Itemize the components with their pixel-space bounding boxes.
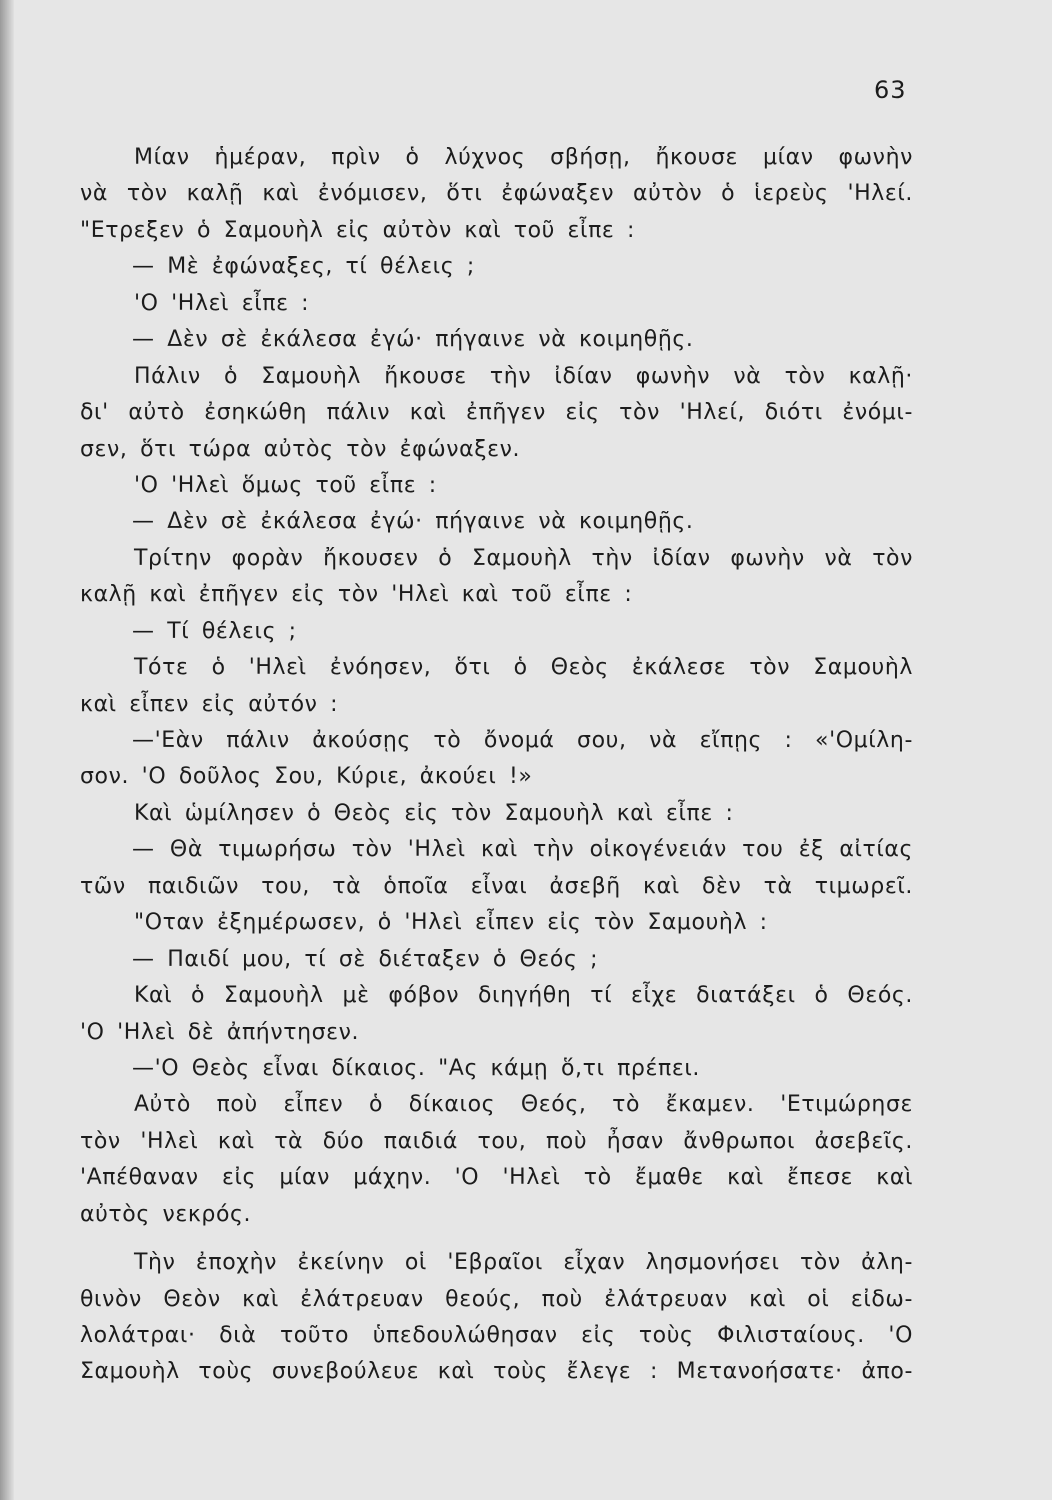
text-line: —'Ο Θεὸς εἶναι δίκαιος. "Ας κάμῃ ὅ,τι πρέπει. [132, 1055, 700, 1081]
text-line: "Ετρεξεν ὁ Σαμουὴλ εἰς αὐτὸν καὶ τοῦ εἶπε : [80, 217, 636, 243]
body-text [80, 140, 913, 1391]
text-line: 'Ο 'Ηλεὶ ὅμως τοῦ εἶπε : [134, 472, 437, 498]
text-line: 'Απέθαναν εἰς μίαν μάχην. 'Ο 'Ηλεὶ τὸ ἔμαθε καὶ ἔπεσε καὶ [80, 1165, 913, 1191]
page-number: 63 [874, 76, 907, 104]
text-line: Αὐτὸ ποὺ εἶπεν ὁ δίκαιος Θεός, τὸ ἔκαμεν. 'Ετιμώρησε [134, 1092, 913, 1118]
text-line: —'Εὰν πάλιν ἀκούσῃς τὸ ὄνομά σου, νὰ εἴπῃς : «'Ομίλη- [132, 728, 913, 753]
text-line: Σαμουὴλ τοὺς συνεβούλευε καὶ τοὺς ἔλεγε : Μετανοήσατε· ἀπο- [80, 1359, 913, 1385]
text-line: τῶν παιδιῶν του, τὰ ὁποῖα εἶναι ἀσεβῆ καὶ δὲν τὰ τιμωρεῖ. [80, 873, 913, 899]
text-line: Τὴν ἐποχὴν ἐκείνην οἱ 'Εβραῖοι εἶχαν λησμονήσει τὸν ἀλη- [134, 1250, 913, 1276]
text-line: τὸν 'Ηλεὶ καὶ τὰ δύο παιδιά του, ποὺ ἦσαν ἄνθρωποι ἀσεβεῖς. [80, 1128, 913, 1154]
text-line: 'Ο 'Ηλεὶ δὲ ἀπήντησεν. [80, 1019, 360, 1045]
text-line: σεν, ὅτι τώρα αὐτὸς τὸν ἐφώναξεν. [80, 436, 521, 462]
text-line: — Παιδί μου, τί σὲ διέταξεν ὁ Θεός ; [132, 946, 599, 972]
text-line: — Τί θέλεις ; [132, 618, 297, 644]
text-line: — Μὲ ἐφώναξες, τί θέλεις ; [132, 254, 475, 280]
text-line: 'Ο 'Ηλεὶ εἶπε : [134, 290, 310, 316]
text-line: σον. 'Ο δοῦλος Σου, Κύριε, ἀκούει !» [80, 764, 533, 790]
text-line: Τότε ὁ 'Ηλεὶ ἐνόησεν, ὅτι ὁ Θεὸς ἐκάλεσε τὸν Σαμουὴλ [134, 655, 913, 681]
page-edge-shadow [0, 0, 14, 1500]
text-line: λολάτραι· διὰ τοῦτο ὑπεδουλώθησαν εἰς τοὺς Φιλισταίους. 'Ο [80, 1323, 913, 1348]
text-line: — Δὲν σὲ ἐκάλεσα ἐγώ· πήγαινε νὰ κοιμηθῇς. [132, 509, 694, 535]
text-line: καὶ εἶπεν εἰς αὐτόν : [80, 691, 339, 717]
text-line: — Δὲν σὲ ἐκάλεσα ἐγώ· πήγαινε νὰ κοιμηθῇς. [132, 327, 694, 353]
text-line: αὐτὸς νεκρός. [80, 1201, 252, 1227]
text-line: Καὶ ὡμίλησεν ὁ Θεὸς εἰς τὸν Σαμουὴλ καὶ εἶπε : [134, 800, 734, 826]
text-line: Μίαν ἡμέραν, πρὶν ὁ λύχνος σβήσῃ, ἤκουσε μίαν φωνὴν [134, 145, 913, 170]
text-line: — Θὰ τιμωρήσω τὸν 'Ηλεὶ καὶ τὴν οἰκογένειάν του ἐξ αἰτίας [132, 837, 913, 863]
text-line: Πάλιν ὁ Σαμουὴλ ἤκουσε τὴν ἰδίαν φωνὴν νὰ τὸν καλῇ· [134, 363, 913, 389]
text-line: Τρίτην φορὰν ἤκουσεν ὁ Σαμουὴλ τὴν ἰδίαν φωνὴν νὰ τὸν [134, 545, 913, 571]
text-line: καλῇ καὶ ἐπῆγεν εἰς τὸν 'Ηλεὶ καὶ τοῦ εἶπε : [80, 582, 633, 608]
text-line: νὰ τὸν καλῇ καὶ ἐνόμισεν, ὅτι ἐφώναξεν αὐτὸν ὁ ἱερεὺς 'Ηλεί. [80, 181, 913, 207]
text-line: θινὸν Θεὸν καὶ ἐλάτρευαν θεούς, ποὺ ἐλάτρευαν καὶ οἱ εἰδω- [80, 1286, 913, 1312]
text-line: δι' αὐτὸ ἐσηκώθη πάλιν καὶ ἐπῆγεν εἰς τὸν 'Ηλεί, διότι ἐνόμι- [80, 400, 913, 426]
text-line: "Οταν ἐξημέρωσεν, ὁ 'Ηλεὶ εἶπεν εἰς τὸν Σαμουὴλ : [134, 910, 768, 936]
text-line: Καὶ ὁ Σαμουὴλ μὲ φόβον διηγήθη τί εἶχε διατάξει ὁ Θεός. [134, 983, 913, 1009]
